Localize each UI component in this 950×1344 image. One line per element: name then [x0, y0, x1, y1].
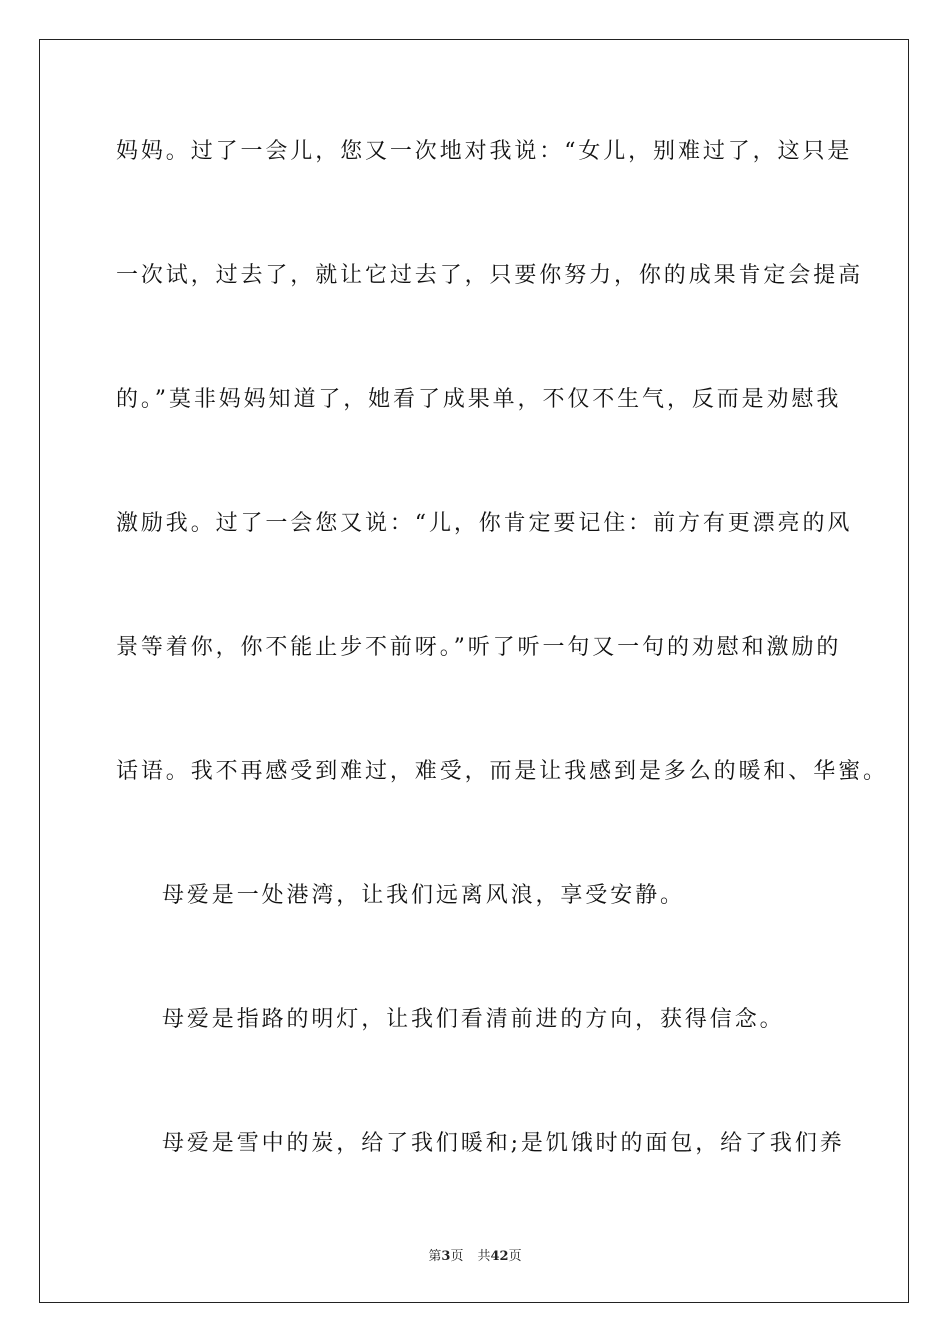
- body-line: 妈妈。过了一会儿，您又一次地对我说：“女儿，别难过了，这只是: [116, 139, 853, 164]
- body-line: 激励我。过了一会您又说：“儿，你肯定要记住：前方有更漂亮的风: [116, 511, 853, 536]
- body-line: 景等着你，你不能止步不前呀。”听了听一句又一句的劝慰和激励的: [116, 635, 842, 660]
- paragraph-line: 母爱是一处港湾，让我们远离风浪，享受安静。: [162, 883, 685, 908]
- total-prefix: 共: [477, 1249, 491, 1264]
- page-footer: [0, 1249, 950, 1265]
- page-border: [39, 39, 909, 1303]
- body-line: 话语。我不再感受到难过，难受，而是让我感到是多么的暖和、华蜜。: [116, 759, 888, 784]
- total-suffix: 页: [508, 1249, 522, 1264]
- body-line: 一次试，过去了，就让它过去了，只要你努力，你的成果肯定会提高: [116, 263, 864, 288]
- body-line: 的。”莫非妈妈知道了，她看了成果单，不仅不生气，反而是劝慰我: [116, 387, 842, 412]
- paragraph-line: 母爱是雪中的炭，给了我们暖和;是饥饿时的面包，给了我们养: [162, 1131, 845, 1156]
- paragraph-line: 母爱是指路的明灯，让我们看清前进的方向，获得信念。: [162, 1007, 785, 1032]
- page-suffix: 页: [450, 1249, 464, 1264]
- total-page-number: 42: [490, 1249, 509, 1264]
- page-prefix: 第: [428, 1249, 442, 1264]
- current-page-number: 3: [441, 1249, 451, 1264]
